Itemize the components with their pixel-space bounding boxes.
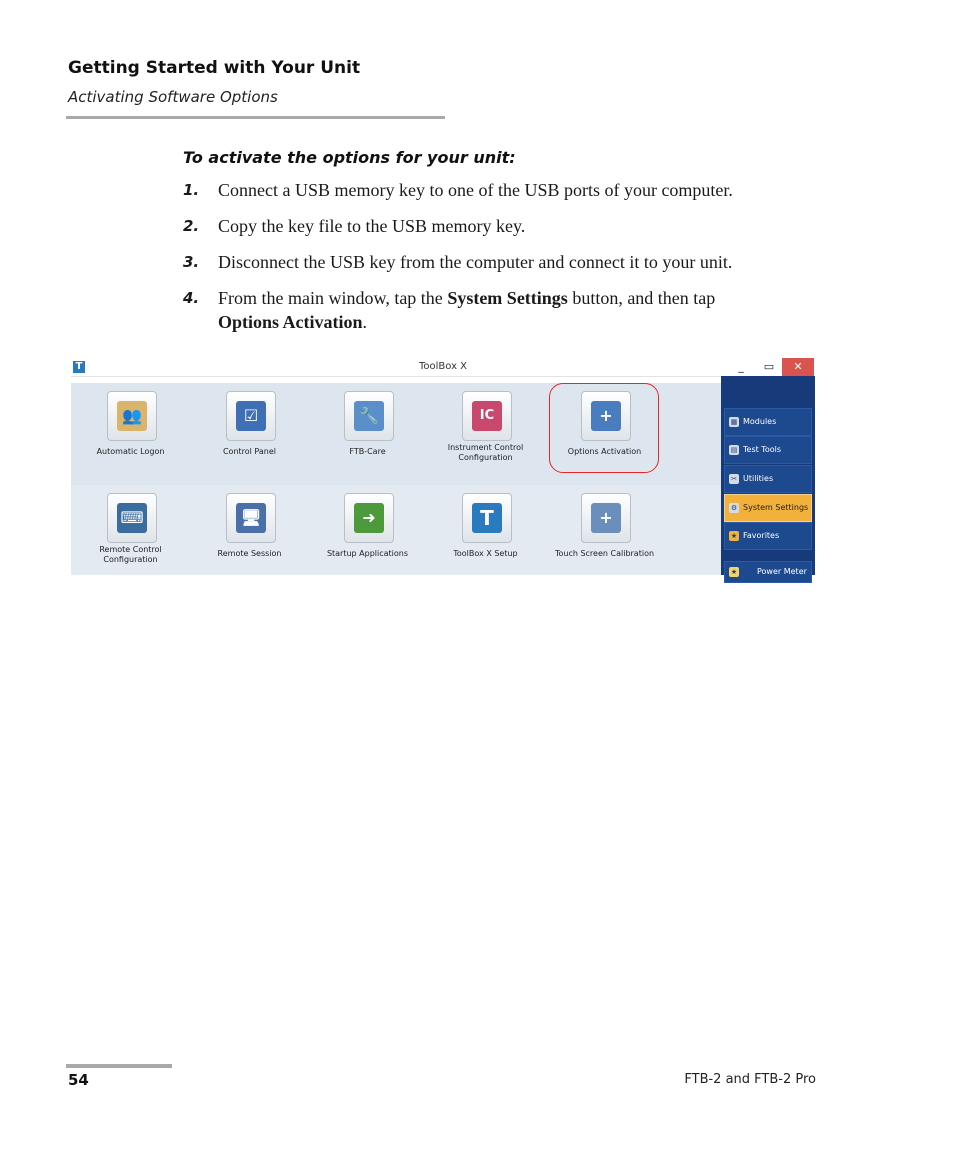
checklist-icon: ☑ [236,401,266,431]
monitor-icon: 🖥 [236,503,266,533]
tile-icon-frame [344,493,394,543]
tile-control-panel[interactable] [191,383,308,473]
tile-icon-frame [581,493,631,543]
tile-startup-applications[interactable] [309,485,426,575]
header-rule [66,116,445,119]
utilities-icon: ✂ [729,474,739,484]
tile-remote-session[interactable] [191,485,308,575]
toolbox-screenshot [71,358,815,596]
crosshair-icon: + [591,503,621,533]
step-number: 3. [183,253,200,271]
footer-rule [66,1064,172,1068]
tile-instrument-control-configuration[interactable] [427,383,544,473]
tile-label: Remote Control Configuration [99,545,162,564]
tile-label: Startup Applications [326,549,409,558]
options-activation-term: Options Activation [218,312,363,332]
stack-arrow-icon: ➜ [354,503,384,533]
sidebar-item-label: Modules [743,417,777,426]
tile-ftb-care[interactable] [309,383,426,473]
tile-touch-screen-calibration[interactable] [546,485,663,575]
tile-label: ToolBox X Setup [453,549,518,558]
ic-icon: IC [472,401,502,431]
tile-toolbox-x-setup[interactable] [427,485,544,575]
tile-label: Control Panel [222,447,277,456]
page-number: 54 [68,1071,89,1089]
system-settings-term: System Settings [447,288,568,308]
footer-product-name: FTB-2 and FTB-2 Pro [684,1072,816,1087]
step-text: Disconnect the USB key from the computer and connect it to your unit. [218,252,733,272]
sidebar-item-modules[interactable] [724,408,812,436]
window-title: ToolBox X [418,361,468,372]
step-number: 1. [183,181,200,199]
tile-remote-control-configuration[interactable] [72,485,189,575]
step-text: Connect a USB memory key to one of the USB ports of your computer. [218,180,733,200]
toolbox-t-icon: T [472,503,502,533]
tile-icon-frame [226,391,276,441]
tile-icon-frame [107,493,157,543]
tile-row-2 [71,485,721,575]
sidebar-item-label: Utilities [743,474,774,483]
step-number: 2. [183,217,200,235]
close-button[interactable]: ✕ [782,358,814,376]
sidebar-item-label: Test Tools [743,445,782,454]
sidebar-item-label: Power Meter - [757,567,807,596]
remote-icon: ⌨ [117,503,147,533]
minimize-button[interactable]: _ [738,360,744,373]
tile-icon-frame [107,391,157,441]
running-header-subtitle: Activating Software Options [68,88,278,106]
step-number: 4. [183,289,200,307]
tile-label: Automatic Logon [96,447,165,456]
star-icon: ★ [730,532,738,540]
users-icon: 👥 [117,401,147,431]
tile-icon-frame [462,493,512,543]
toolbox-sidebar [721,376,815,596]
step-text: Copy the key file to the USB memory key. [218,216,526,236]
modules-icon: ▦ [730,418,738,426]
tile-icon-frame [462,391,512,441]
sidebar-item-favorites[interactable] [724,522,812,550]
tile-label: Touch Screen Calibration [554,549,655,558]
options-activation-highlight [549,383,659,473]
step-text-part: From the main window, tap the [218,288,448,308]
sidebar-item-system-settings[interactable] [724,494,812,522]
toolbox-app-icon: T [73,361,85,373]
tile-label: FTB-Care [349,447,386,456]
tile-automatic-logon[interactable] [72,383,189,473]
power-meter-icon: ★ [730,568,738,576]
step-text [218,286,838,334]
tile-icon-frame [344,391,394,441]
tile-label: Options Activation [567,447,642,456]
sidebar-item-power-meter[interactable] [724,561,812,596]
test-tools-icon: ▤ [730,446,738,454]
tile-icon-frame [226,493,276,543]
sidebar-item-test-tools[interactable] [724,436,812,464]
gear-icon: ⚙ [730,504,738,512]
sidebar-item-label: Favorites [743,531,780,540]
procedure-title: To activate the options for your unit: [183,148,516,167]
maximize-button[interactable]: ▭ [763,360,775,373]
tile-label: Remote Session [217,549,282,558]
tile-label: Instrument Control Configuration [447,443,524,462]
running-header-title: Getting Started with Your Unit [68,58,361,78]
step-text-part: . [362,312,368,332]
tools-icon: 🔧 [354,401,384,431]
window-plus-icon: + [591,401,621,431]
sidebar-item-utilities[interactable] [724,465,812,493]
step-text-part: button, and then tap [567,288,716,308]
sidebar-item-label: System Settings [743,503,809,512]
